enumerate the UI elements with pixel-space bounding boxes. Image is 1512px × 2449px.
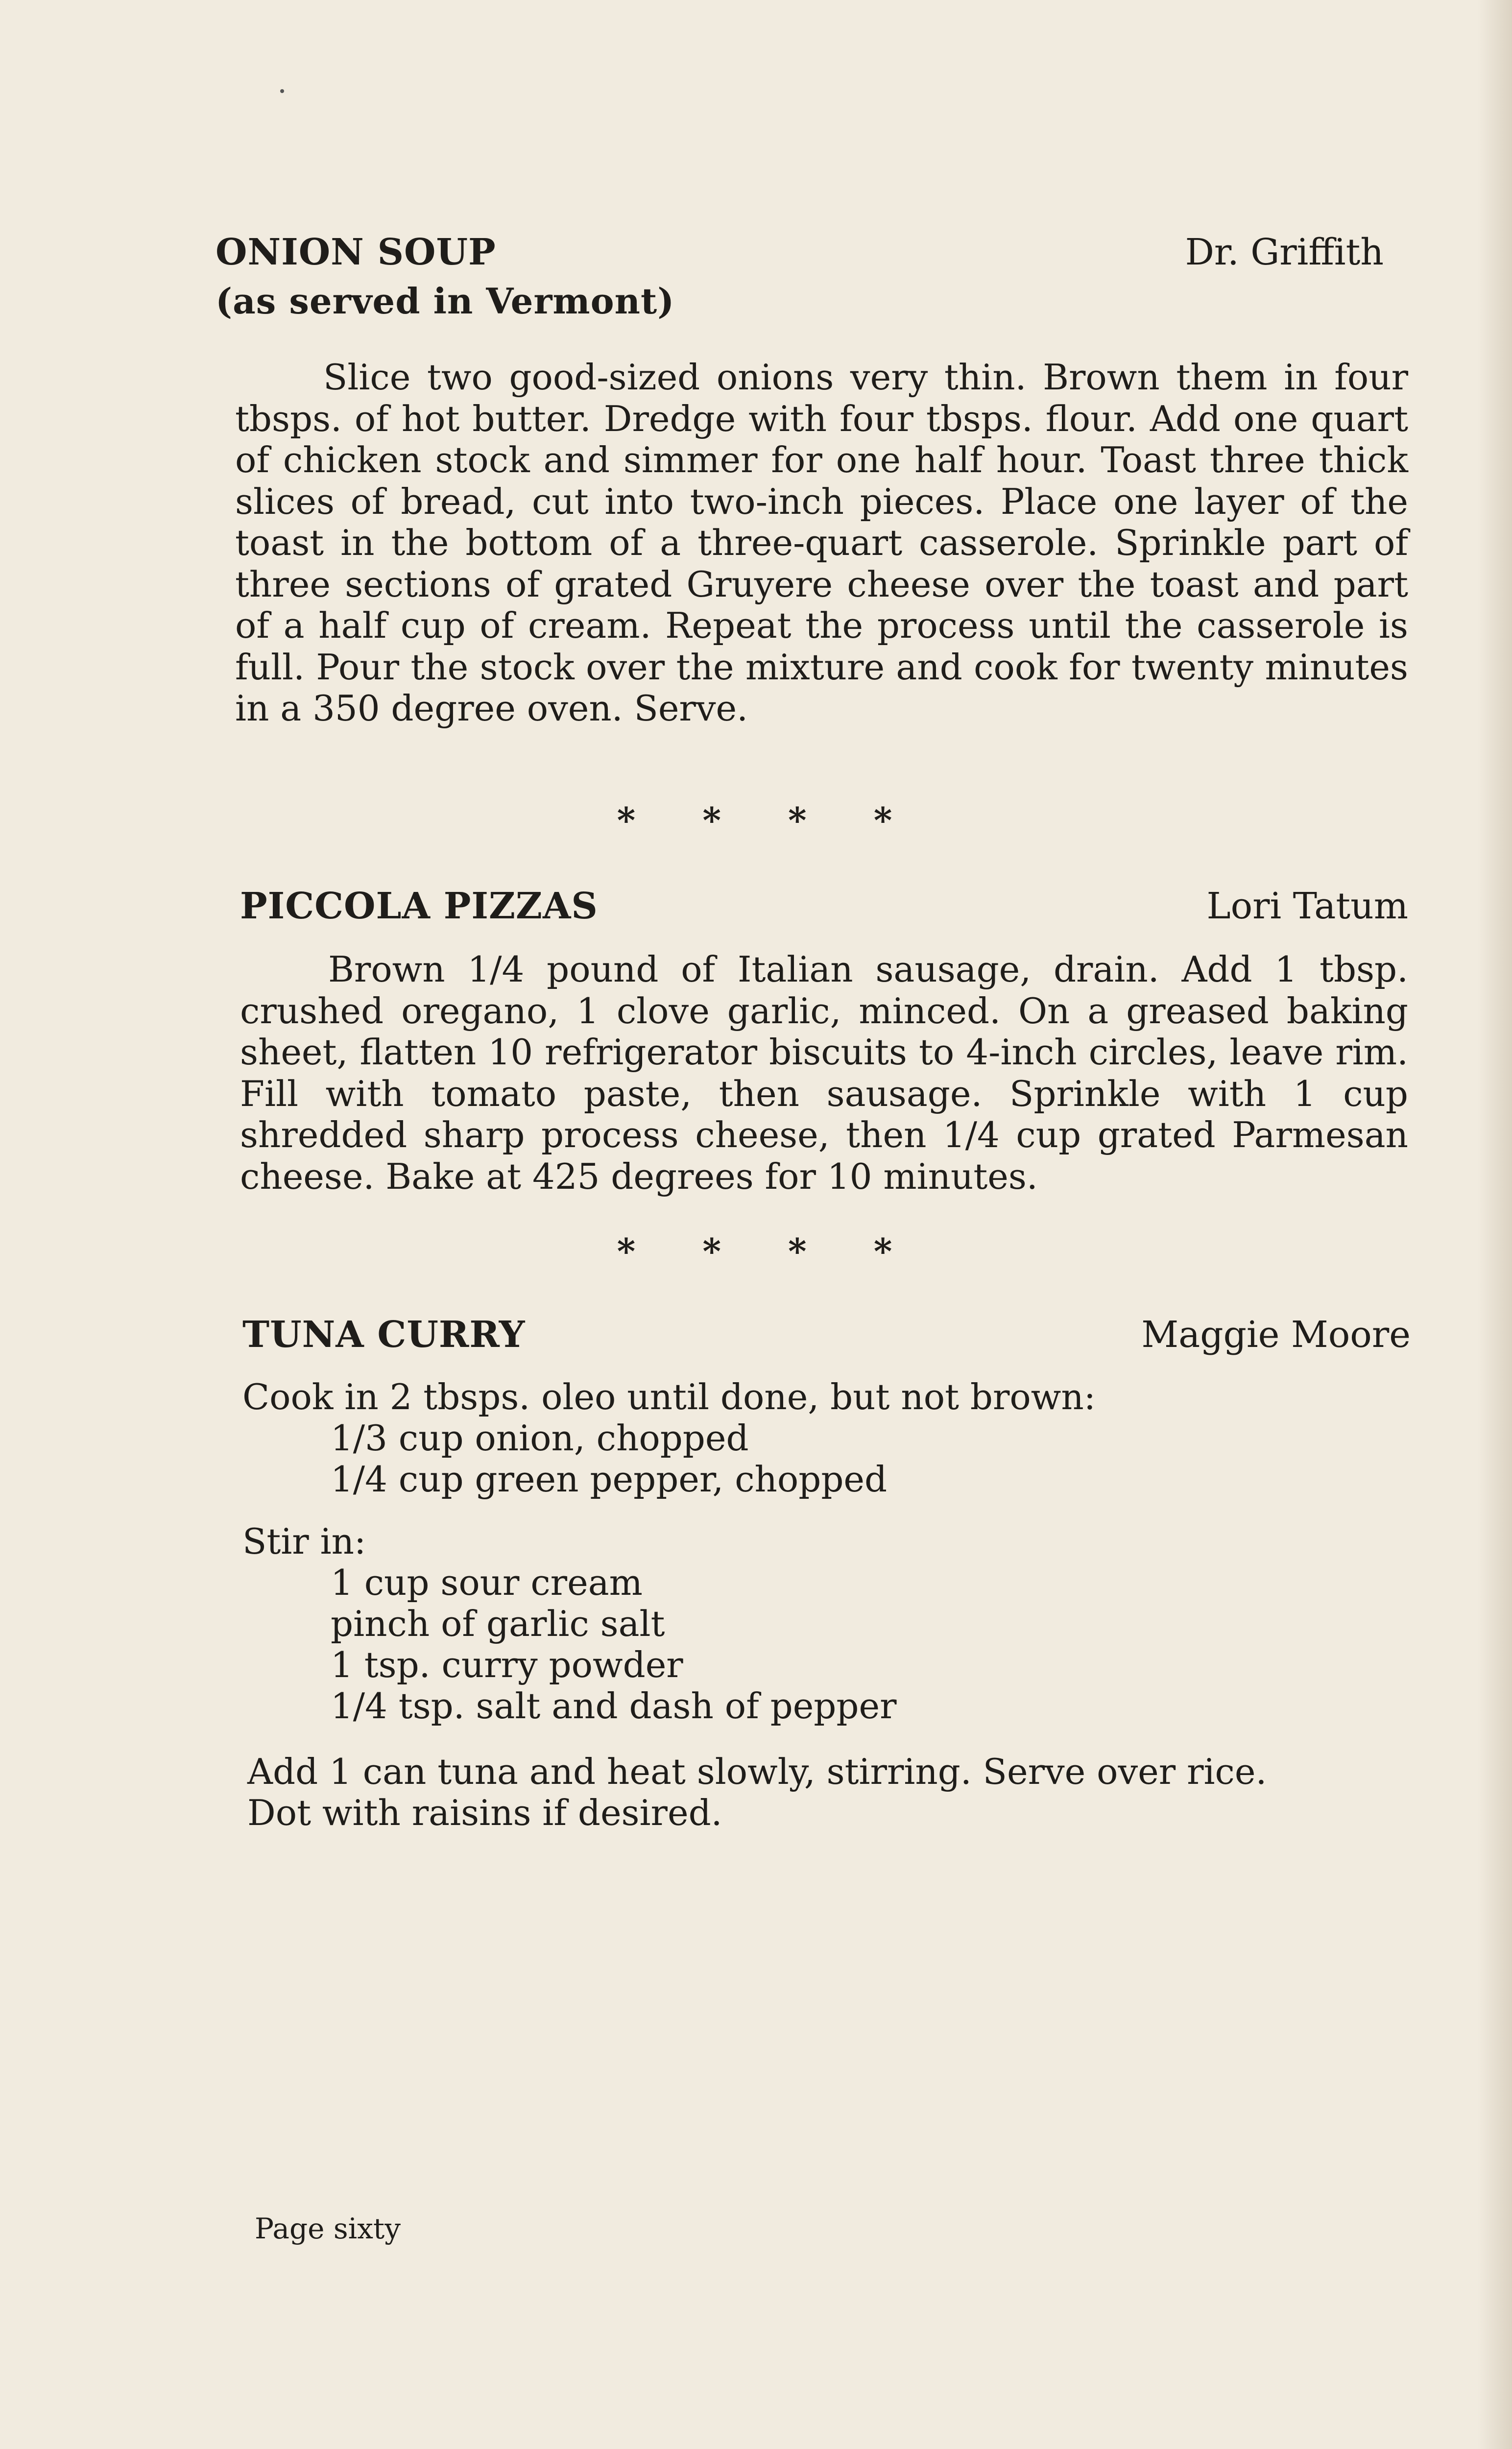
ingredient-line: 1/4 tsp. salt and dash of pepper [331, 1685, 897, 1727]
recipe-header [242, 1308, 1411, 1362]
separator-stars: * * * * [617, 1230, 920, 1272]
recipe-body: Slice two good-sized onions very thin. Brown them in four tbsps. of hot butter. Dredge with four tbsps. flour. Add one quart of chicken stock and simmer for one half hour. Toast three thick slices of bread, cut into two-inch pieces. Place one layer of the toast in the bottom of a three-quart casserole. Sprinkle part of three sections of grated Gruyere cheese over the toast and part of a half cup of cream. Repeat the process until the casserole is full. Pour the stock over the mixture and cook for twenty minutes in a 350 degree oven. Serve. [235, 357, 1408, 729]
ingredient-line: 1 tsp. curry powder [331, 1644, 683, 1685]
recipe-title: PICCOLA PIZZAS [240, 885, 598, 927]
page-number: Page sixty [255, 2212, 401, 2245]
recipe-author: Lori Tatum [1206, 885, 1408, 927]
recipe-body: Brown 1/4 pound of Italian sausage, drain. Add 1 tbsp. crushed oregano, 1 clove garlic, minced. On a greased baking sheet, flatten 10 refrigerator biscuits to 4-inch circles, leave rim. Fill with tomato paste, then sausage. Sprinkle with 1 cup shredded sharp process cheese, then 1/4 cup grated Parmesan cheese. Bake at 425 degrees for 10 minutes. [240, 949, 1408, 1197]
recipe-step: Stir in: [242, 1521, 366, 1562]
binding-shadow [1478, 0, 1512, 2449]
recipe-header [240, 879, 1408, 933]
recipe-title: TUNA CURRY [242, 1314, 526, 1356]
ingredient-line: 1 cup sour cream [331, 1562, 643, 1603]
recipe-closing: Dot with raisins if desired. [247, 1792, 722, 1833]
recipe-header [216, 225, 1384, 279]
ingredient-line: 1/4 cup green pepper, chopped [331, 1459, 888, 1500]
recipe-title: ONION SOUP [216, 231, 496, 273]
recipe-author: Dr. Griffith [1185, 231, 1384, 273]
ingredient-line: pinch of garlic salt [331, 1603, 665, 1644]
ingredient-line: 1/3 cup onion, chopped [331, 1417, 749, 1459]
recipe-subtitle: (as served in Vermont) [216, 280, 675, 322]
recipe-author: Maggie Moore [1141, 1314, 1411, 1356]
separator-stars: * * * * [617, 799, 920, 841]
speck-mark [280, 89, 284, 93]
recipe-closing: Add 1 can tuna and heat slowly, stirring. Serve over rice. [247, 1751, 1267, 1792]
recipe-step: Cook in 2 tbsps. oleo until done, but not brown: [242, 1376, 1096, 1417]
